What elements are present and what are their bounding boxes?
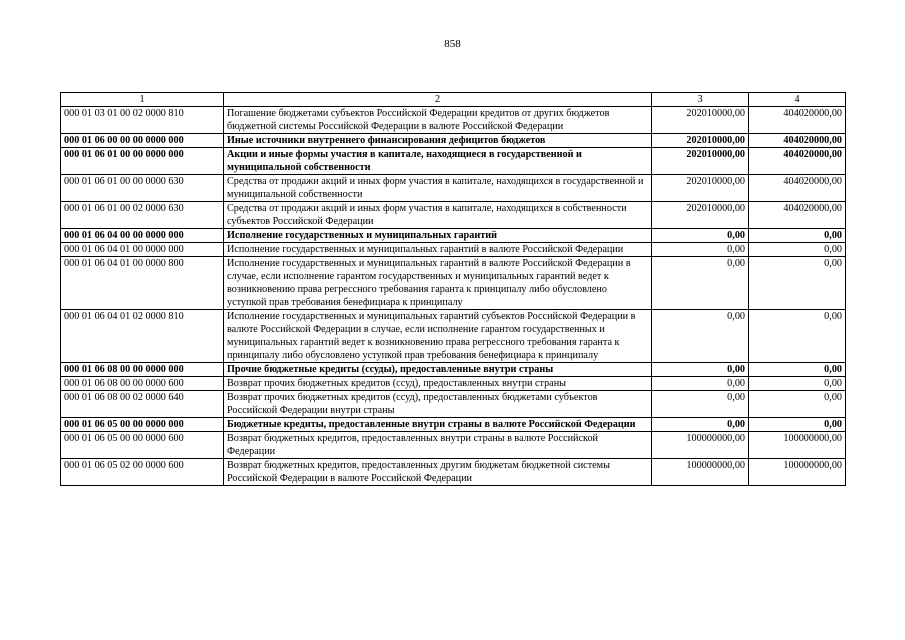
table-row [61, 148, 846, 175]
amount-col4-cell: 404020000,00 [749, 107, 846, 134]
amount-col3-cell: 0,00 [652, 229, 749, 243]
table-row [61, 175, 846, 202]
amount-col3-cell: 100000000,00 [652, 432, 749, 459]
table-row [61, 432, 846, 459]
name-cell: Исполнение государственных и муниципальных гарантий в валюте Российской Федерации [224, 243, 652, 257]
amount-col3-cell: 0,00 [652, 310, 749, 363]
amount-col4-cell: 0,00 [749, 229, 846, 243]
name-cell: Акции и иные формы участия в капитале, находящиеся в государственной и муниципальной собственности [224, 148, 652, 175]
code-cell: 000 01 06 04 01 02 0000 810 [61, 310, 224, 363]
table-row [61, 310, 846, 363]
name-cell: Прочие бюджетные кредиты (ссуды), предоставленные внутри страны [224, 363, 652, 377]
column-header-2: 2 [224, 93, 652, 107]
amount-col4-cell: 404020000,00 [749, 202, 846, 229]
amount-col3-cell: 0,00 [652, 391, 749, 418]
amount-col4-cell: 0,00 [749, 391, 846, 418]
name-cell: Погашение бюджетами субъектов Российской Федерации кредитов от других бюджетов бюджетной системы Российской Федерации в валюте Российской Федерации [224, 107, 652, 134]
table-row [61, 229, 846, 243]
amount-col3-cell: 202010000,00 [652, 175, 749, 202]
page-number: 858 [444, 38, 461, 50]
code-cell: 000 01 06 04 01 00 0000 800 [61, 257, 224, 310]
name-cell: Средства от продажи акций и иных форм участия в капитале, находящихся в собственности субъектов Российской Федерации [224, 202, 652, 229]
code-cell: 000 01 06 01 00 02 0000 630 [61, 202, 224, 229]
amount-col4-cell: 0,00 [749, 257, 846, 310]
code-cell: 000 01 06 05 00 00 0000 600 [61, 432, 224, 459]
name-cell: Исполнение государственных и муниципальных гарантий субъектов Российской Федерации в валюте Российской Федерации в случае, если исполнение гарантом государственных и муниципальных гарантий ведет к возникновению права регрессного требования гаранта к принципалу либо обусловлено уступкой прав требования бенефициара к принципалу [224, 310, 652, 363]
amount-col3-cell: 0,00 [652, 418, 749, 432]
amount-col3-cell: 202010000,00 [652, 134, 749, 148]
header-row [61, 93, 846, 107]
column-header-4: 4 [749, 93, 846, 107]
code-cell: 000 01 06 01 00 00 0000 000 [61, 148, 224, 175]
amount-col4-cell: 0,00 [749, 243, 846, 257]
name-cell: Возврат прочих бюджетных кредитов (ссуд), предоставленных бюджетами субъектов Российской Федерации внутри страны [224, 391, 652, 418]
code-cell: 000 01 06 08 00 00 0000 600 [61, 377, 224, 391]
column-header-1: 1 [61, 93, 224, 107]
table-row [61, 377, 846, 391]
budget-sources-table [60, 92, 846, 486]
table-row [61, 363, 846, 377]
amount-col4-cell: 100000000,00 [749, 459, 846, 486]
code-cell: 000 01 06 01 00 00 0000 630 [61, 175, 224, 202]
name-cell: Бюджетные кредиты, предоставленные внутри страны в валюте Российской Федерации [224, 418, 652, 432]
name-cell: Возврат бюджетных кредитов, предоставленных внутри страны в валюте Российской Федерации [224, 432, 652, 459]
amount-col4-cell: 0,00 [749, 310, 846, 363]
table-row [61, 418, 846, 432]
code-cell: 000 01 03 01 00 02 0000 810 [61, 107, 224, 134]
code-cell: 000 01 06 05 02 00 0000 600 [61, 459, 224, 486]
name-cell: Возврат бюджетных кредитов, предоставленных другим бюджетам бюджетной системы Российской Федерации в валюте Российской Федерации [224, 459, 652, 486]
amount-col4-cell: 0,00 [749, 418, 846, 432]
table-row [61, 243, 846, 257]
code-cell: 000 01 06 08 00 02 0000 640 [61, 391, 224, 418]
table-row [61, 107, 846, 134]
table-row [61, 391, 846, 418]
amount-col3-cell: 202010000,00 [652, 202, 749, 229]
amount-col4-cell: 0,00 [749, 377, 846, 391]
code-cell: 000 01 06 04 00 00 0000 000 [61, 229, 224, 243]
amount-col3-cell: 202010000,00 [652, 148, 749, 175]
amount-col3-cell: 0,00 [652, 257, 749, 310]
code-cell: 000 01 06 05 00 00 0000 000 [61, 418, 224, 432]
amount-col4-cell: 404020000,00 [749, 148, 846, 175]
column-header-3: 3 [652, 93, 749, 107]
amount-col3-cell: 100000000,00 [652, 459, 749, 486]
amount-col4-cell: 0,00 [749, 363, 846, 377]
code-cell: 000 01 06 04 01 00 0000 000 [61, 243, 224, 257]
amount-col4-cell: 404020000,00 [749, 134, 846, 148]
table-row [61, 459, 846, 486]
name-cell: Средства от продажи акций и иных форм участия в капитале, находящихся в государственной и муниципальной собственности [224, 175, 652, 202]
amount-col3-cell: 0,00 [652, 243, 749, 257]
code-cell: 000 01 06 00 00 00 0000 000 [61, 134, 224, 148]
code-cell: 000 01 06 08 00 00 0000 000 [61, 363, 224, 377]
name-cell: Иные источники внутреннего финансирования дефицитов бюджетов [224, 134, 652, 148]
table-row [61, 202, 846, 229]
amount-col3-cell: 0,00 [652, 363, 749, 377]
name-cell: Исполнение государственных и муниципальных гарантий [224, 229, 652, 243]
name-cell: Исполнение государственных и муниципальных гарантий в валюте Российской Федерации в случае, если исполнение гарантом государственных и муниципальных гарантий ведет к возникновению права регрессного требования гаранта к принципалу либо обусловлено уступкой прав требования бенефициара к принципалу [224, 257, 652, 310]
amount-col4-cell: 100000000,00 [749, 432, 846, 459]
amount-col3-cell: 0,00 [652, 377, 749, 391]
table-row [61, 257, 846, 310]
amount-col3-cell: 202010000,00 [652, 107, 749, 134]
table-row [61, 134, 846, 148]
name-cell: Возврат прочих бюджетных кредитов (ссуд), предоставленных внутри страны [224, 377, 652, 391]
amount-col4-cell: 404020000,00 [749, 175, 846, 202]
